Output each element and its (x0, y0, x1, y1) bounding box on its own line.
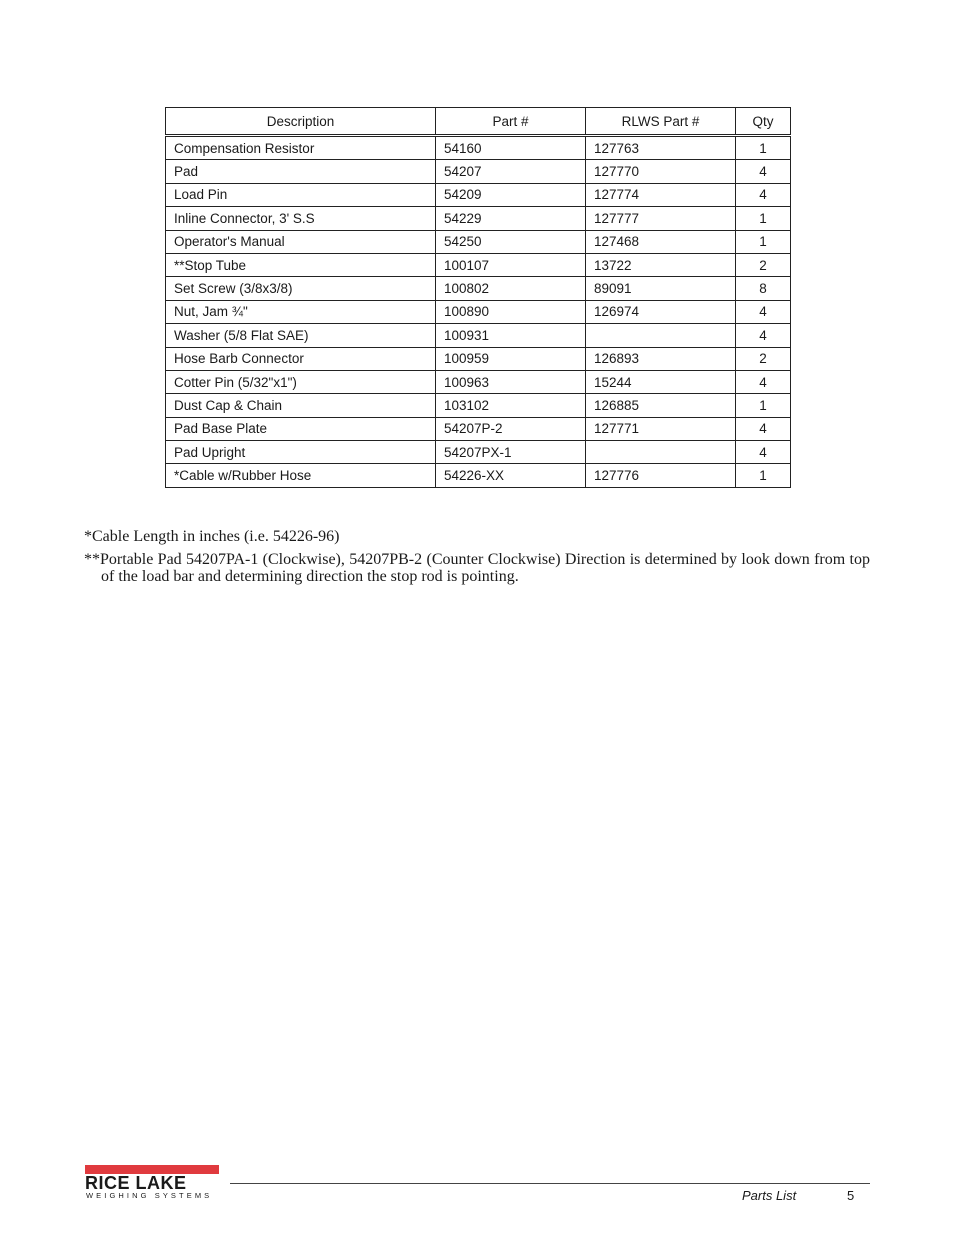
cell-rlws-part-number (586, 441, 736, 464)
header-description: Description (166, 108, 436, 136)
table-row (166, 253, 791, 276)
note-cable-length: *Cable Length in inches (i.e. 54226-96) (84, 528, 340, 545)
cell-description: Inline Connector, 3' S.S (166, 207, 436, 230)
cell-part-number: 54207P-2 (436, 417, 586, 440)
cell-description: Operator's Manual (166, 230, 436, 253)
cell-description: *Cable w/Rubber Hose (166, 464, 436, 487)
table-row (166, 300, 791, 323)
table-row (166, 324, 791, 347)
cell-rlws-part-number: 13722 (586, 253, 736, 276)
cell-part-number: 54226-XX (436, 464, 586, 487)
cell-qty: 4 (736, 324, 791, 347)
cell-qty: 8 (736, 277, 791, 300)
cell-rlws-part-number: 127468 (586, 230, 736, 253)
header-rlws-part-number: RLWS Part # (586, 108, 736, 136)
cell-qty: 4 (736, 441, 791, 464)
cell-rlws-part-number: 127774 (586, 183, 736, 206)
parts-table (165, 107, 791, 488)
cell-part-number: 54209 (436, 183, 586, 206)
cell-qty: 1 (736, 230, 791, 253)
cell-part-number: 54207PX-1 (436, 441, 586, 464)
cell-part-number: 54229 (436, 207, 586, 230)
table-row (166, 370, 791, 393)
cell-description: Pad Base Plate (166, 417, 436, 440)
cell-description: Load Pin (166, 183, 436, 206)
cell-part-number: 100890 (436, 300, 586, 323)
table-row (166, 160, 791, 183)
cell-part-number: 100107 (436, 253, 586, 276)
rice-lake-logo (85, 1165, 225, 1201)
cell-rlws-part-number: 127770 (586, 160, 736, 183)
footer-divider (230, 1183, 870, 1184)
cell-rlws-part-number: 126885 (586, 394, 736, 417)
cell-rlws-part-number: 126893 (586, 347, 736, 370)
table-row (166, 136, 791, 160)
cell-description: Set Screw (3/8x3/8) (166, 277, 436, 300)
cell-qty: 1 (736, 394, 791, 417)
cell-qty: 4 (736, 300, 791, 323)
header-part-number: Part # (436, 108, 586, 136)
cell-rlws-part-number: 127763 (586, 136, 736, 160)
cell-description: Pad (166, 160, 436, 183)
cell-part-number: 54160 (436, 136, 586, 160)
logo-name: RICE LAKE (85, 1173, 187, 1193)
cell-rlws-part-number: 126974 (586, 300, 736, 323)
cell-qty: 4 (736, 160, 791, 183)
table-row (166, 207, 791, 230)
cell-description: Compensation Resistor (166, 136, 436, 160)
table-row (166, 277, 791, 300)
cell-rlws-part-number: 89091 (586, 277, 736, 300)
table-row (166, 347, 791, 370)
cell-qty: 1 (736, 207, 791, 230)
cell-rlws-part-number: 127771 (586, 417, 736, 440)
cell-part-number: 54250 (436, 230, 586, 253)
cell-description: **Stop Tube (166, 253, 436, 276)
cell-qty: 4 (736, 370, 791, 393)
cell-qty: 1 (736, 136, 791, 160)
cell-qty: 4 (736, 417, 791, 440)
cell-rlws-part-number: 127777 (586, 207, 736, 230)
cell-qty: 2 (736, 347, 791, 370)
table-header-row (166, 108, 791, 136)
cell-part-number: 100931 (436, 324, 586, 347)
cell-rlws-part-number: 127776 (586, 464, 736, 487)
header-qty: Qty (736, 108, 791, 136)
cell-rlws-part-number: 15244 (586, 370, 736, 393)
cell-description: Cotter Pin (5/32"x1") (166, 370, 436, 393)
table-row (166, 464, 791, 487)
table-row (166, 230, 791, 253)
cell-description: Washer (5/8 Flat SAE) (166, 324, 436, 347)
cell-rlws-part-number (586, 324, 736, 347)
table-row (166, 417, 791, 440)
cell-part-number: 100959 (436, 347, 586, 370)
table-row (166, 183, 791, 206)
cell-qty: 2 (736, 253, 791, 276)
notes (84, 528, 870, 591)
footer-section-title: Parts List (742, 1188, 797, 1203)
footer-page-number: 5 (847, 1188, 855, 1203)
parts-table-body (166, 136, 791, 488)
cell-part-number: 100963 (436, 370, 586, 393)
logo-subtitle: WEIGHING SYSTEMS (86, 1191, 213, 1200)
cell-description: Hose Barb Connector (166, 347, 436, 370)
cell-description: Pad Upright (166, 441, 436, 464)
cell-description: Nut, Jam ¾" (166, 300, 436, 323)
note-portable-pad: **Portable Pad 54207PA-1 (Clockwise), 54207PB-2 (Counter Clockwise) Direction is determined by look down from top of the load bar and determining direction the stop rod is pointing. (84, 551, 870, 585)
cell-part-number: 103102 (436, 394, 586, 417)
cell-description: Dust Cap & Chain (166, 394, 436, 417)
cell-part-number: 54207 (436, 160, 586, 183)
table-row (166, 441, 791, 464)
cell-part-number: 100802 (436, 277, 586, 300)
cell-qty: 4 (736, 183, 791, 206)
cell-qty: 1 (736, 464, 791, 487)
table-row (166, 394, 791, 417)
